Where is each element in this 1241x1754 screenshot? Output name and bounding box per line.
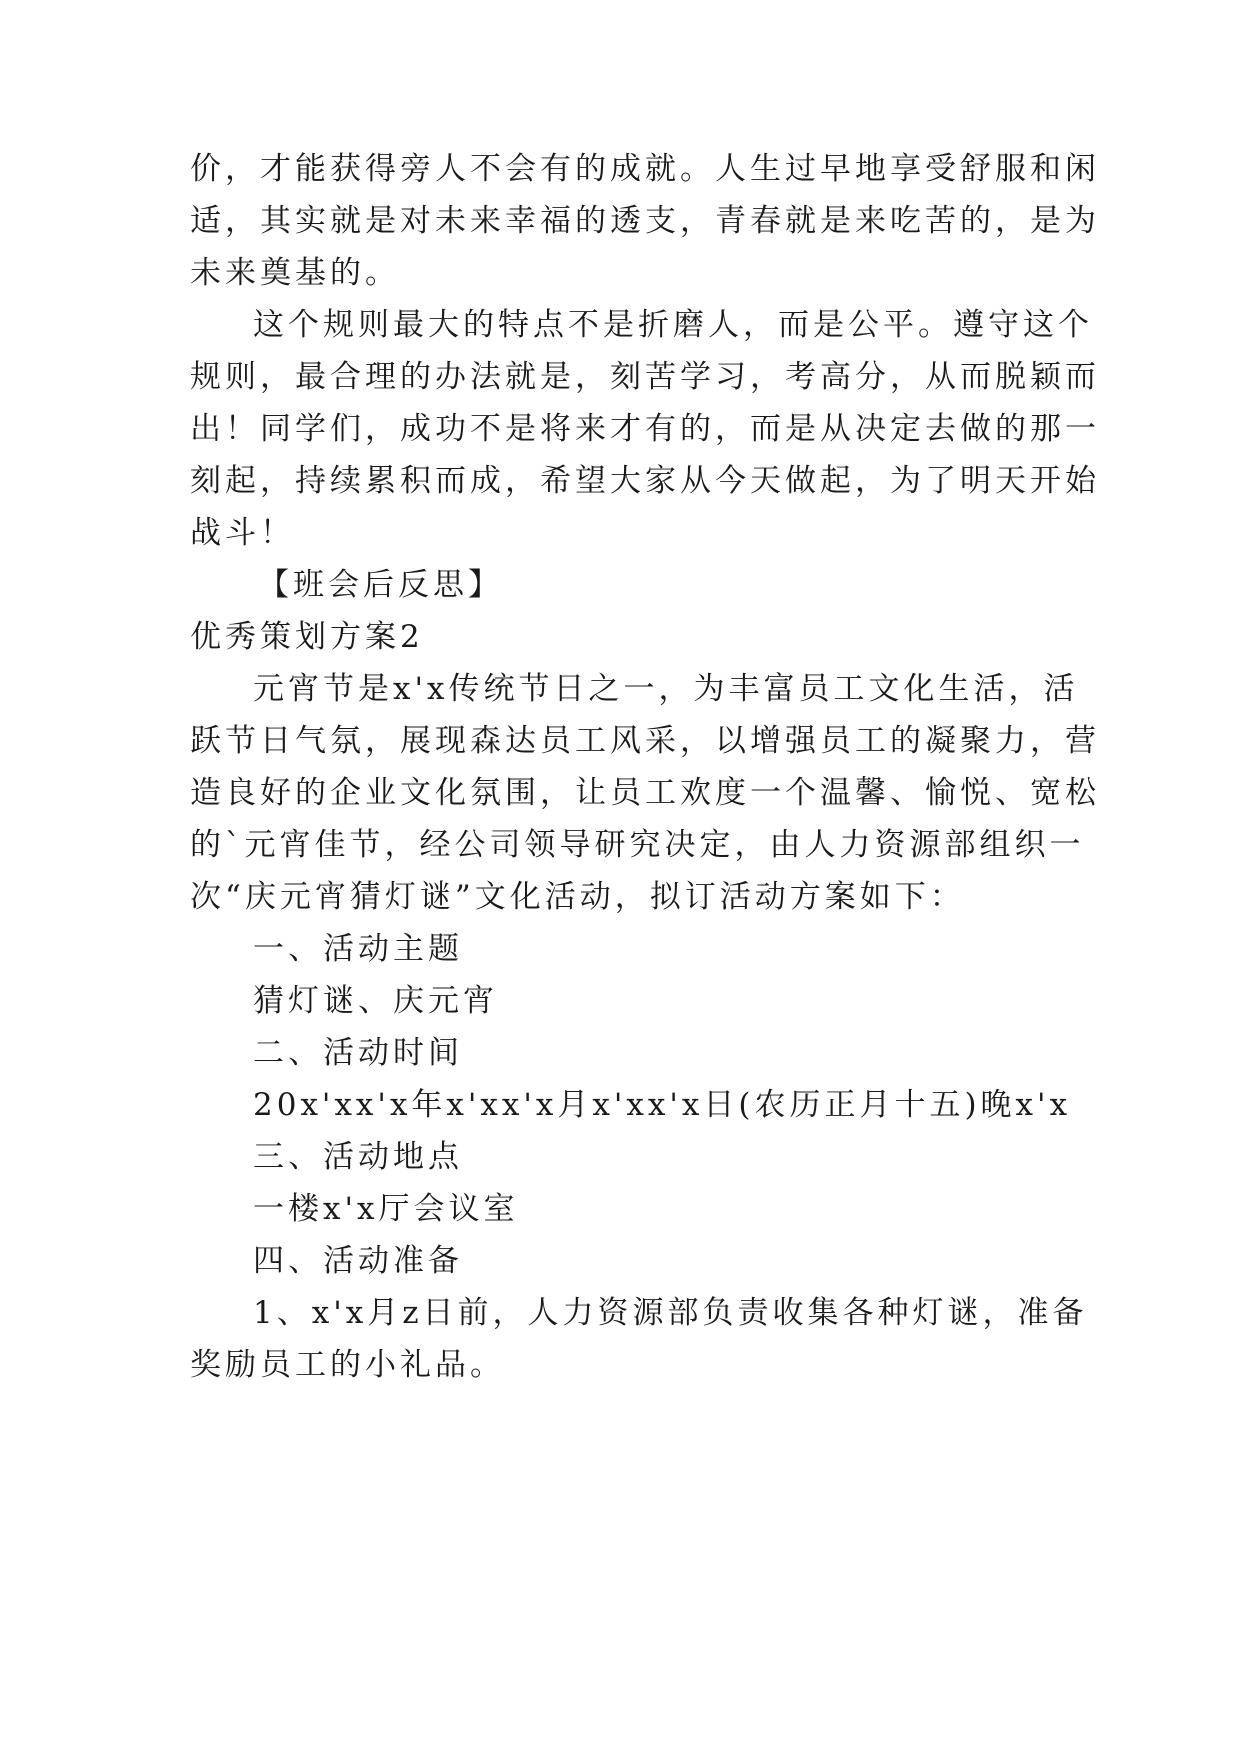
paragraph-line: 一楼x'x厅会议室 — [253, 1191, 519, 1227]
paragraph-line: 这个规则最大的特点不是折磨人，而是公平。遵守这个 — [253, 307, 1093, 343]
paragraph-line: 出！同学们，成功不是将来才有的，而是从决定去做的那一 — [190, 411, 1100, 447]
paragraph-line: 次“庆元宵猜灯谜”文化活动，拟订活动方案如下： — [190, 879, 965, 915]
paragraph-line: 1、x'x月z日前，人力资源部负责收集各种灯谜，准备 — [253, 1295, 1088, 1331]
paragraph-line: 价，才能获得旁人不会有的成就。人生过早地享受舒服和闲 — [190, 151, 1100, 187]
paragraph-line: 的`元宵佳节，经公司领导研究决定，由人力资源部组织一 — [190, 827, 1085, 863]
section-heading: 【班会后反思】 — [258, 567, 503, 603]
paragraph-line: 20x'xx'x年x'xx'x月x'xx'x日(农历正月十五)晚x'x — [253, 1087, 1072, 1123]
paragraph-line: 猜灯谜、庆元宵 — [253, 983, 498, 1019]
paragraph-line: 刻起，持续累积而成，希望大家从今天做起，为了明天开始 — [190, 463, 1100, 499]
paragraph-line: 未来奠基的。 — [190, 255, 400, 291]
paragraph-line: 造良好的企业文化氛围，让员工欢度一个温馨、愉悦、宽松 — [190, 775, 1100, 811]
section-heading: 三、活动地点 — [253, 1139, 463, 1175]
paragraph-line: 适，其实就是对未来幸福的透支，青春就是来吃苦的，是为 — [190, 203, 1100, 239]
paragraph-line: 规则，最合理的办法就是，刻苦学习，考高分，从而脱颖而 — [190, 359, 1100, 395]
document-title: 优秀策划方案2 — [190, 619, 424, 655]
paragraph-line: 奖励员工的小礼品。 — [190, 1347, 505, 1383]
paragraph-line: 元宵节是x'x传统节日之一，为丰富员工文化生活，活 — [253, 671, 1079, 707]
section-heading: 四、活动准备 — [253, 1243, 463, 1279]
paragraph-line: 跃节日气氛，展现森达员工风采，以增强员工的凝聚力，营 — [190, 723, 1100, 759]
section-heading: 二、活动时间 — [253, 1035, 463, 1071]
paragraph-line: 战斗！ — [190, 515, 295, 551]
section-heading: 一、活动主题 — [253, 931, 463, 967]
